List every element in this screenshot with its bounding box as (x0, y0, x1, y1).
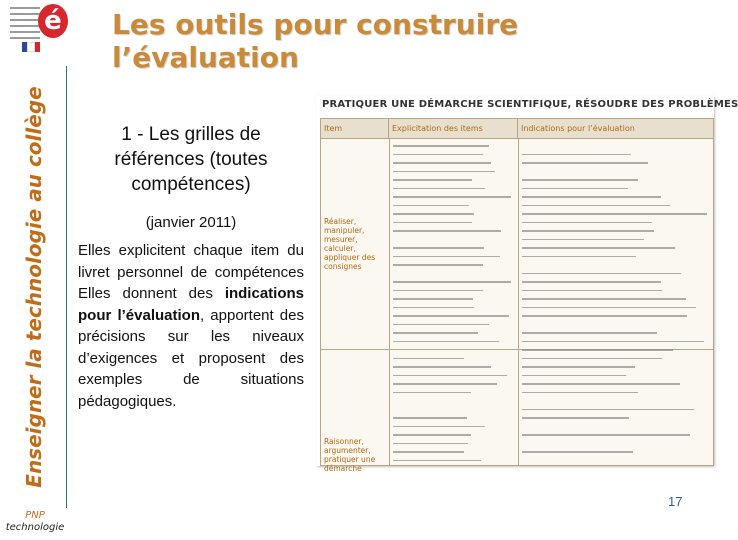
flag-icon (22, 42, 40, 52)
doc-row-label-1: Réaliser, manipuler, mesurer, calculer, appliquer des consignes (324, 217, 376, 271)
footer-line-1: PNP (25, 510, 45, 521)
doc-row-label-2: Raisonner, argumenter, pratiquer une démarche (324, 437, 376, 473)
ministry-logo: é (8, 4, 66, 56)
left-sidebar (0, 0, 68, 540)
doc-col-item: Item (321, 119, 389, 139)
doc-col-explicitation: Explicitation des items (389, 119, 518, 139)
slide-title: Les outils pour construire l’évaluation (112, 8, 519, 74)
footer-label (0, 510, 70, 534)
sidebar-divider (66, 66, 67, 508)
doc-title: PRATIQUER UNE DÉMARCHE SCIENTIFIQUE, RÉSOUDRE DES PROBLÈMES (322, 99, 738, 110)
body-text-bold: indications pour l’évaluation (78, 285, 304, 324)
body-text-part1: Elles explicitent chaque item du livret personnel de compétences Elles donnent des (78, 242, 304, 302)
doc-table-header (321, 119, 713, 139)
footer-line-2: technologie (5, 522, 65, 533)
page-number: 17 (668, 494, 683, 509)
vertical-title: Enseigner la technologie au collège (22, 86, 46, 488)
reference-grid-image (316, 96, 738, 473)
section-heading: 1 - Les grilles de références (toutes compétences) (114, 124, 268, 195)
body-paragraph (78, 240, 304, 412)
doc-table (320, 118, 714, 473)
body-text-part2: , apportent des précisions sur les niveaux d’exigences et proposent des exemples de situations pédagogiques. (78, 306, 304, 410)
doc-col-indications: Indications pour l’évaluation (518, 119, 713, 139)
section-date: (janvier 2011) (145, 214, 237, 231)
